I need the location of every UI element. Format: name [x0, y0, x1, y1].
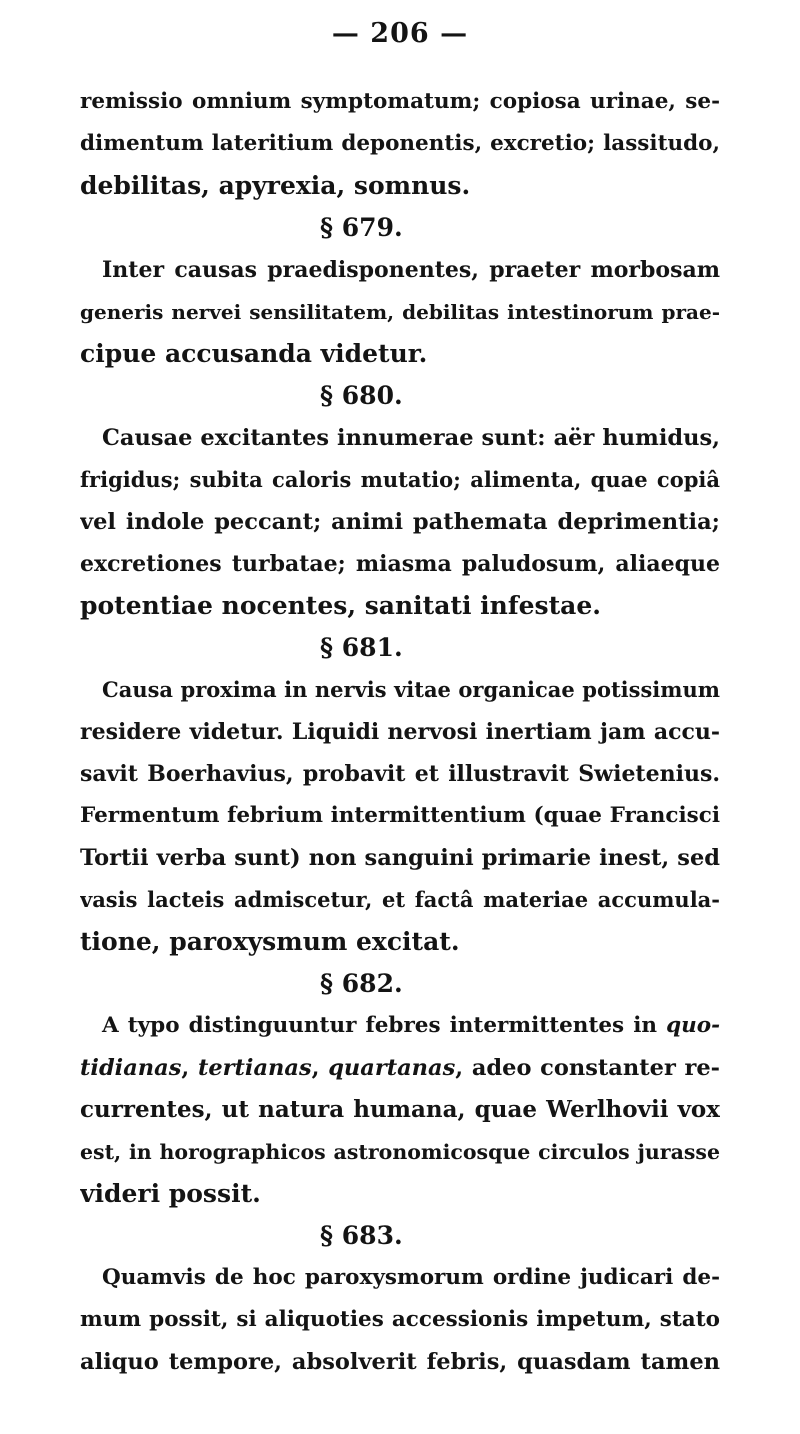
- text-line: debilitas, apyrexia, somnus.: [80, 171, 471, 200]
- text-line: est, in horographicos astronomicosque circulos jurasse: [80, 1140, 720, 1164]
- body-text: [80, 81, 720, 1383]
- italic-run: tertianas: [197, 1055, 312, 1081]
- text-run: A typo distinguuntur febres intermittentes in: [102, 1013, 667, 1038]
- text-line: mum possit, si aliquoties accessionis impetum, stato: [80, 1307, 720, 1332]
- text-line: remissio omnium symptomatum; copiosa urinae, se-: [80, 89, 720, 114]
- text-line: Causae excitantes innumerae sunt: aër humidus,: [102, 425, 720, 451]
- section-heading-682: § 682.: [320, 969, 403, 998]
- text-line: cipue accusanda videtur.: [80, 339, 428, 368]
- text-line: Fermentum febrium intermittentium (quae Francisci: [80, 803, 720, 828]
- text-line: frigidus; subita caloris mutatio; alimenta, quae copiâ: [80, 467, 720, 492]
- text-line: [80, 1047, 720, 1089]
- section-heading-680: § 680.: [320, 381, 403, 410]
- text-run: , adeo constanter re-: [455, 1055, 720, 1081]
- text-line: vel indole peccant; animi pathemata deprimentia;: [80, 509, 720, 535]
- italic-run: quartanas: [328, 1055, 456, 1081]
- text-line: Quamvis de hoc paroxysmorum ordine judicari de-: [102, 1265, 720, 1290]
- text-line: [80, 1005, 720, 1047]
- section-heading-683: § 683.: [320, 1221, 403, 1250]
- text-line: Tortii verba sunt) non sanguini primarie inest, sed: [80, 845, 720, 871]
- text-line: tione, paroxysmum excitat.: [80, 927, 460, 956]
- italic-run: quo-: [666, 1013, 720, 1038]
- text-line: excretiones turbatae; miasma paludosum, aliaeque: [80, 551, 720, 577]
- text-line: potentiae nocentes, sanitati infestae.: [80, 591, 601, 620]
- text-line: Inter causas praedisponentes, praeter morbosam: [102, 257, 720, 283]
- text-line: residere videtur. Liquidi nervosi inertiam jam accu-: [80, 719, 720, 745]
- italic-run: tidianas: [80, 1055, 182, 1081]
- text-run: ,: [181, 1055, 198, 1081]
- text-line: dimentum lateritium deponentis, excretio; lassitudo,: [80, 131, 720, 156]
- page-number: — 206 —: [331, 18, 469, 49]
- text-line: generis nervei sensilitatem, debilitas intestinorum prae-: [80, 300, 720, 324]
- text-line: currentes, ut natura humana, quae Werlhovii vox: [80, 1096, 720, 1123]
- section-heading-679: § 679.: [320, 213, 403, 242]
- text-line: videri possit.: [80, 1179, 261, 1208]
- text-line: vasis lacteis admiscetur, et factâ materiae accumula-: [80, 887, 720, 912]
- text-line: aliquo tempore, absolverit febris, quasdam tamen: [80, 1349, 720, 1375]
- section-heading-681: § 681.: [320, 633, 403, 662]
- text-line: Causa proxima in nervis vitae organicae potissimum: [102, 677, 720, 702]
- text-run: ,: [311, 1055, 329, 1081]
- text-line: savit Boerhavius, probavit et illustravit Swietenius.: [80, 761, 720, 787]
